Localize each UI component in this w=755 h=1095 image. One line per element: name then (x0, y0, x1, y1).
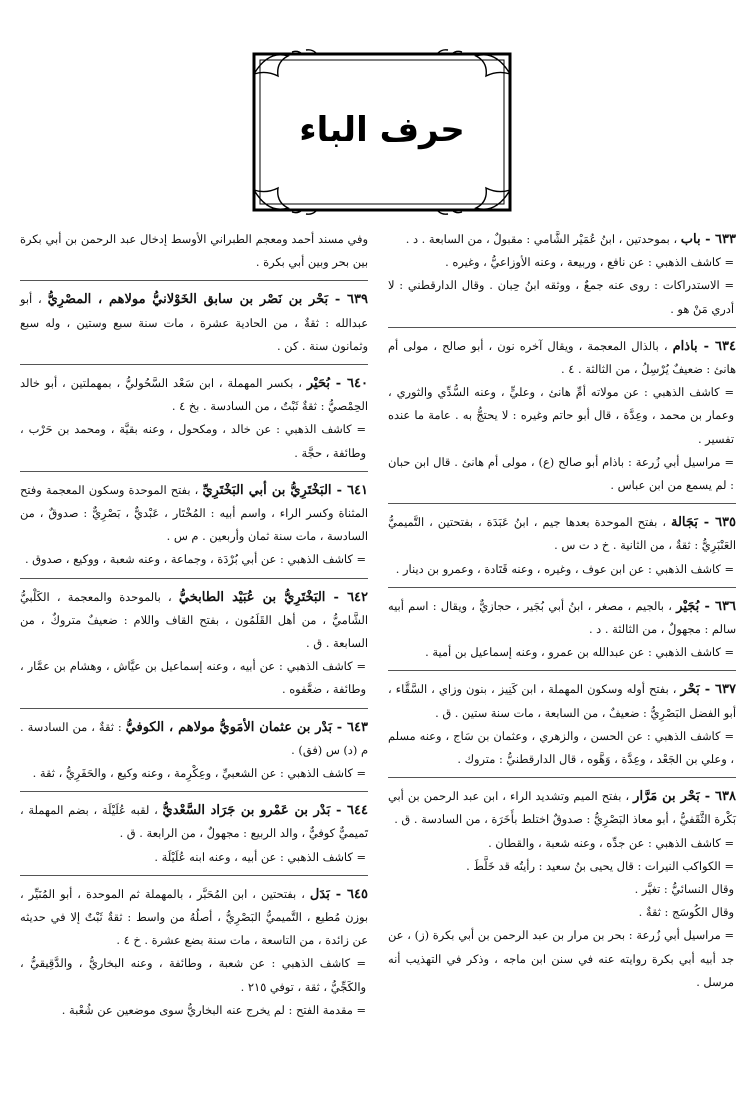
entry-heading: ٦٣٣ - باب (680, 232, 736, 247)
entry-heading: ٦٣٧ - بَحْر (680, 682, 736, 698)
left-column (20, 228, 368, 1035)
entry-body: ، بموحدتين ، ابنُ عُمَيْر الشَّامي : مقبولٌ ، من السابعة . د . (405, 232, 678, 246)
entry-note: = الاستدراكات : روى عنه جمعٌ ، ووثقه ابنُ حِبان . وقال الدارقطني : لا أدري مَنْ هو . (388, 278, 734, 316)
entry-heading: ٦٣٥ - بَجَالة (671, 515, 737, 531)
entry-text (20, 372, 368, 418)
entry-note: = مقدمة الفتح : لم يخرج عنه البخاريُّ سوى موضعين عن شُعْبة . (61, 1002, 366, 1017)
entry-heading: ٦٤٢ - البَخْتَرِيُّ بن عُبَيْد الطابخيُّ (178, 589, 369, 605)
entry-body: ، بفتح الموحدة وسكون المعجمة وفتح المثناة وكسر الراء ، واسم أبيه : المُخْتَار ، عَبْديٌّ ، بَصْرِيٌّ : صدوقٌ ، من السادسة ، مات سنة ثمان وأربعين . م س . (20, 482, 368, 544)
entry-body: ، بفتح أوله وسكون المهملة ، ابن كَنِيز ، بنون وزاي ، السَّقَّاء ، أبو الفضل البَصْرِيُّ : ضعيفٌ ، من السابعة ، مات سنة ستين . ق . (388, 682, 736, 720)
entry-text (20, 479, 368, 549)
title-frame (248, 48, 516, 216)
entry-text (388, 595, 736, 641)
entry-body: : ثقةٌ ، من السادسة . م (د) س (فق) . (20, 719, 368, 757)
biography-entry (20, 716, 368, 793)
page-title: حرف الباء (299, 110, 465, 150)
entry-note: = كاشف الذهبي : عن عبدالله بن عمرو ، وعنه إسماعيل بن أمية . (425, 645, 734, 660)
entry-heading: ٦٣٦ - بُجَيْر (676, 598, 736, 614)
entry-note: = كاشف الذهبي : عن جدِّه ، وعنه شعبة ، والقطان . (488, 835, 734, 850)
entry-note: = كاشف الذهبي : عن خالد ، ومكحول ، وعنه بقيَّة ، ومحمد بن حَرْب ، وطائفة ، حجَّة . (20, 422, 366, 460)
biography-entry (20, 372, 368, 472)
entry-body: ، لقبه عُلَيْلَة ، بضم المهملة ، تَميميٌّ كوفيٌّ ، والد الربيع : مجهولٌ ، من الرابعة . ق . (20, 803, 368, 841)
entry-text (388, 785, 736, 831)
biography-entry (388, 511, 736, 588)
right-column (388, 228, 736, 1007)
entry-note: = كاشف الذهبي : عن شعبة ، وطائفة ، وعنه البخاريُّ ، والدَّقِيقيُّ ، والكَجِّيُّ ، ثقة ، توفي ٢١٥ . (20, 956, 366, 994)
biography-entry (388, 785, 736, 1000)
entry-text (20, 228, 368, 274)
entry-body: وفي مسند أحمد ومعجم الطبراني الأوسط إدخال عبد الرحمن بن أبي بكرة بين بحر وبين أبي بكرة . (20, 232, 368, 270)
entry-text (20, 288, 368, 358)
entry-body: ، بفتح الموحدة بعدها جيم ، ابنُ عَبَدَة ، بفتحتين ، التَّميميُّ العَنْبَرِيُّ : ثقةٌ ، من الثانية . خ د ت س . (388, 515, 736, 553)
entry-body: ، بالموحدة والمعجمة ، الكَلْبيُّ الشَّاميُّ ، من أهل القَلَمُون ، بفتح القاف واللام : ضعيفٌ متروكٌ ، من السابعة . ق . (20, 589, 368, 651)
entry-note: = كاشف الذهبي : عن نافع ، وربيعة ، وعنه الأوزاعيُّ ، وغيره . (445, 255, 734, 270)
biography-entry (388, 595, 736, 672)
entry-note: = كاشف الذهبي : عن أبي بُرْدَة ، وجماعة ، وعنه شعبة ، ووكيع ، صدوق . (24, 552, 366, 567)
entry-heading: ٦٤٤ - بَدْر بن عَمْرو بن جَرَاد السَّعْديُّ (162, 803, 368, 819)
entry-note: = كاشف الذهبي : عن الشعبيِّ ، وعِكْرِمة ، وعنه وكيع ، والحَفَرِيُّ ، ثقة . (32, 766, 366, 781)
biography-entry (388, 228, 736, 328)
biography-entry (20, 479, 368, 579)
entry-note: = كاشف الذهبي : عن مولاته أمِّ هانئ ، وعليٍّ ، وعنه السُّدِّي والثوري ، وعمار بن محمد ، وعِدَّة ، قال أبو حاتم وغيره : لا يحتجُّ به . عامة ما عنده تفسير . (388, 385, 734, 446)
entry-text (20, 883, 368, 953)
entry-heading: ٦٤٣ - بَدْر بن عثمان الأمَويُّ مولاهم ، الكوفيُّ (125, 719, 368, 735)
entry-body: ، أبو عبدالله : ثقةٌ ، من الحادية عشرة ، مات سنة سبع وستين ، وله سبع وثمانون سنة . كن . (20, 292, 368, 353)
entry-note: وقال النسائيُّ : تغيَّر . (634, 882, 734, 897)
biography-entry (20, 883, 368, 1028)
entry-heading: ٦٤١ - البَخْتَرِيُّ بن أبي البَخْتَرِيِّ (202, 482, 369, 498)
biography-entry (20, 288, 368, 365)
entry-note: = مراسيل أبي زُرعة : بحر بن مرار بن عبد الرحمن بن أبي بكرة (ز) ، عن جد أبيه أبي بكرة روايته عنه في سنن ابن ماجه ، وذكر في التهذيب أنه مرسل . (388, 928, 734, 989)
entry-note: = كاشف الذهبي : عن الحسن ، والزهري ، وعثمان بن سَاج ، وعنه مسلم ، وعلي بن الجَعْد ، وعِدَّة ، وَهَّوه ، قال الدارقطنيُّ : متروك . (388, 728, 734, 767)
entry-heading: ٦٣٩ - بَحْر بن نَصْر بن سابق الخَوْلانيُّ مولاهم ، المصْرِيُّ (47, 292, 368, 308)
entry-text (388, 678, 736, 724)
entry-note: = كاشف الذهبي : عن أبيه ، وعنه ابنه عُلَيْلَة . (154, 849, 366, 864)
entry-heading: ٦٤٥ - بَدَل (309, 886, 368, 902)
entry-body: ، بفتحتين ، ابن المُحَبَّر ، بالمهملة ثم الموحدة ، أبو المُنَيِّر ، بوزن مُطيع ، التَّميميُّ البَصْرِيُّ ، أصلُهُ من واسط : ثقةٌ ثَبْتٌ إلا في حديثه عن زائدة ، من التاسعة ، مات سنة بضع عشرة . خ ٤ . (20, 886, 368, 948)
biography-entry (20, 799, 368, 876)
biography-entry (388, 678, 736, 778)
entry-note: = كاشف الذهبي : عن أبيه ، وعنه إسماعيل بن عيَّاش ، وهشام بن عمَّار ، وطائفة ، ضعَّفوه . (20, 659, 366, 697)
entry-note: = كاشف الذهبي : عن ابن عوف ، وغيره ، وعنه قَتَادة ، وعمرو بن دينار . (395, 561, 734, 576)
entry-text (388, 228, 736, 251)
entry-text (20, 799, 368, 845)
entry-note: وقال الكُوسَج : ثقةٌ . (638, 905, 734, 920)
entry-text (20, 716, 368, 762)
entry-body: ، بالذال المعجمة ، ويقال آخره نون ، أبو صالح ، مولى أم هانئ : ضعيفٌ يُرْسِلُ ، من الثالثة . ٤ . (388, 338, 736, 377)
biography-entry (388, 335, 736, 504)
entry-text (388, 511, 736, 557)
entry-body: ، بفتح الميم وتشديد الراء ، ابن عبد الرحمن بن أبي بَكْرة الثَّقَفيُّ ، أبو معاذ البَصْرِيُّ : صدوقٌ اختلط بأَخَرَة ، من السادسة . ق . (388, 789, 736, 827)
entry-heading: ٦٣٤ - باذام (672, 338, 736, 354)
entry-text (388, 335, 736, 381)
entry-heading: ٦٤٠ - بُحَيْر (306, 376, 368, 392)
biography-entry (20, 228, 368, 281)
entry-note: = مراسيل أبي زُرعة : باذام أبو صالح (ع) ، مولى أم هانئ . قال ابن حبان : لم يسمع من ابن عباس . (388, 454, 734, 493)
entry-note: = الكواكب النيرات : قال يحيى بنُ سعيد : رأيتُه قد خَلَّطَ . (466, 858, 734, 873)
entry-text (20, 586, 368, 656)
entry-heading: ٦٣٨ - بَحْر بن مَرَّار (633, 789, 736, 805)
entry-body: ، بالجيم ، مصغر ، ابنُ أبي بُجَير ، حجازيٌّ ، ويقال : اسم أبيه سالم : مجهولٌ ، من الثالثة . د . (388, 598, 736, 637)
biography-entry (20, 586, 368, 709)
entry-body: ، بكسر المهملة ، ابن سَعْد السَّحُوليُّ ، بمهملتين ، أبو خالد الحِمْصيُّ : ثقةٌ ثَبْتٌ ، من السادسة . بخ ٤ . (20, 376, 368, 414)
